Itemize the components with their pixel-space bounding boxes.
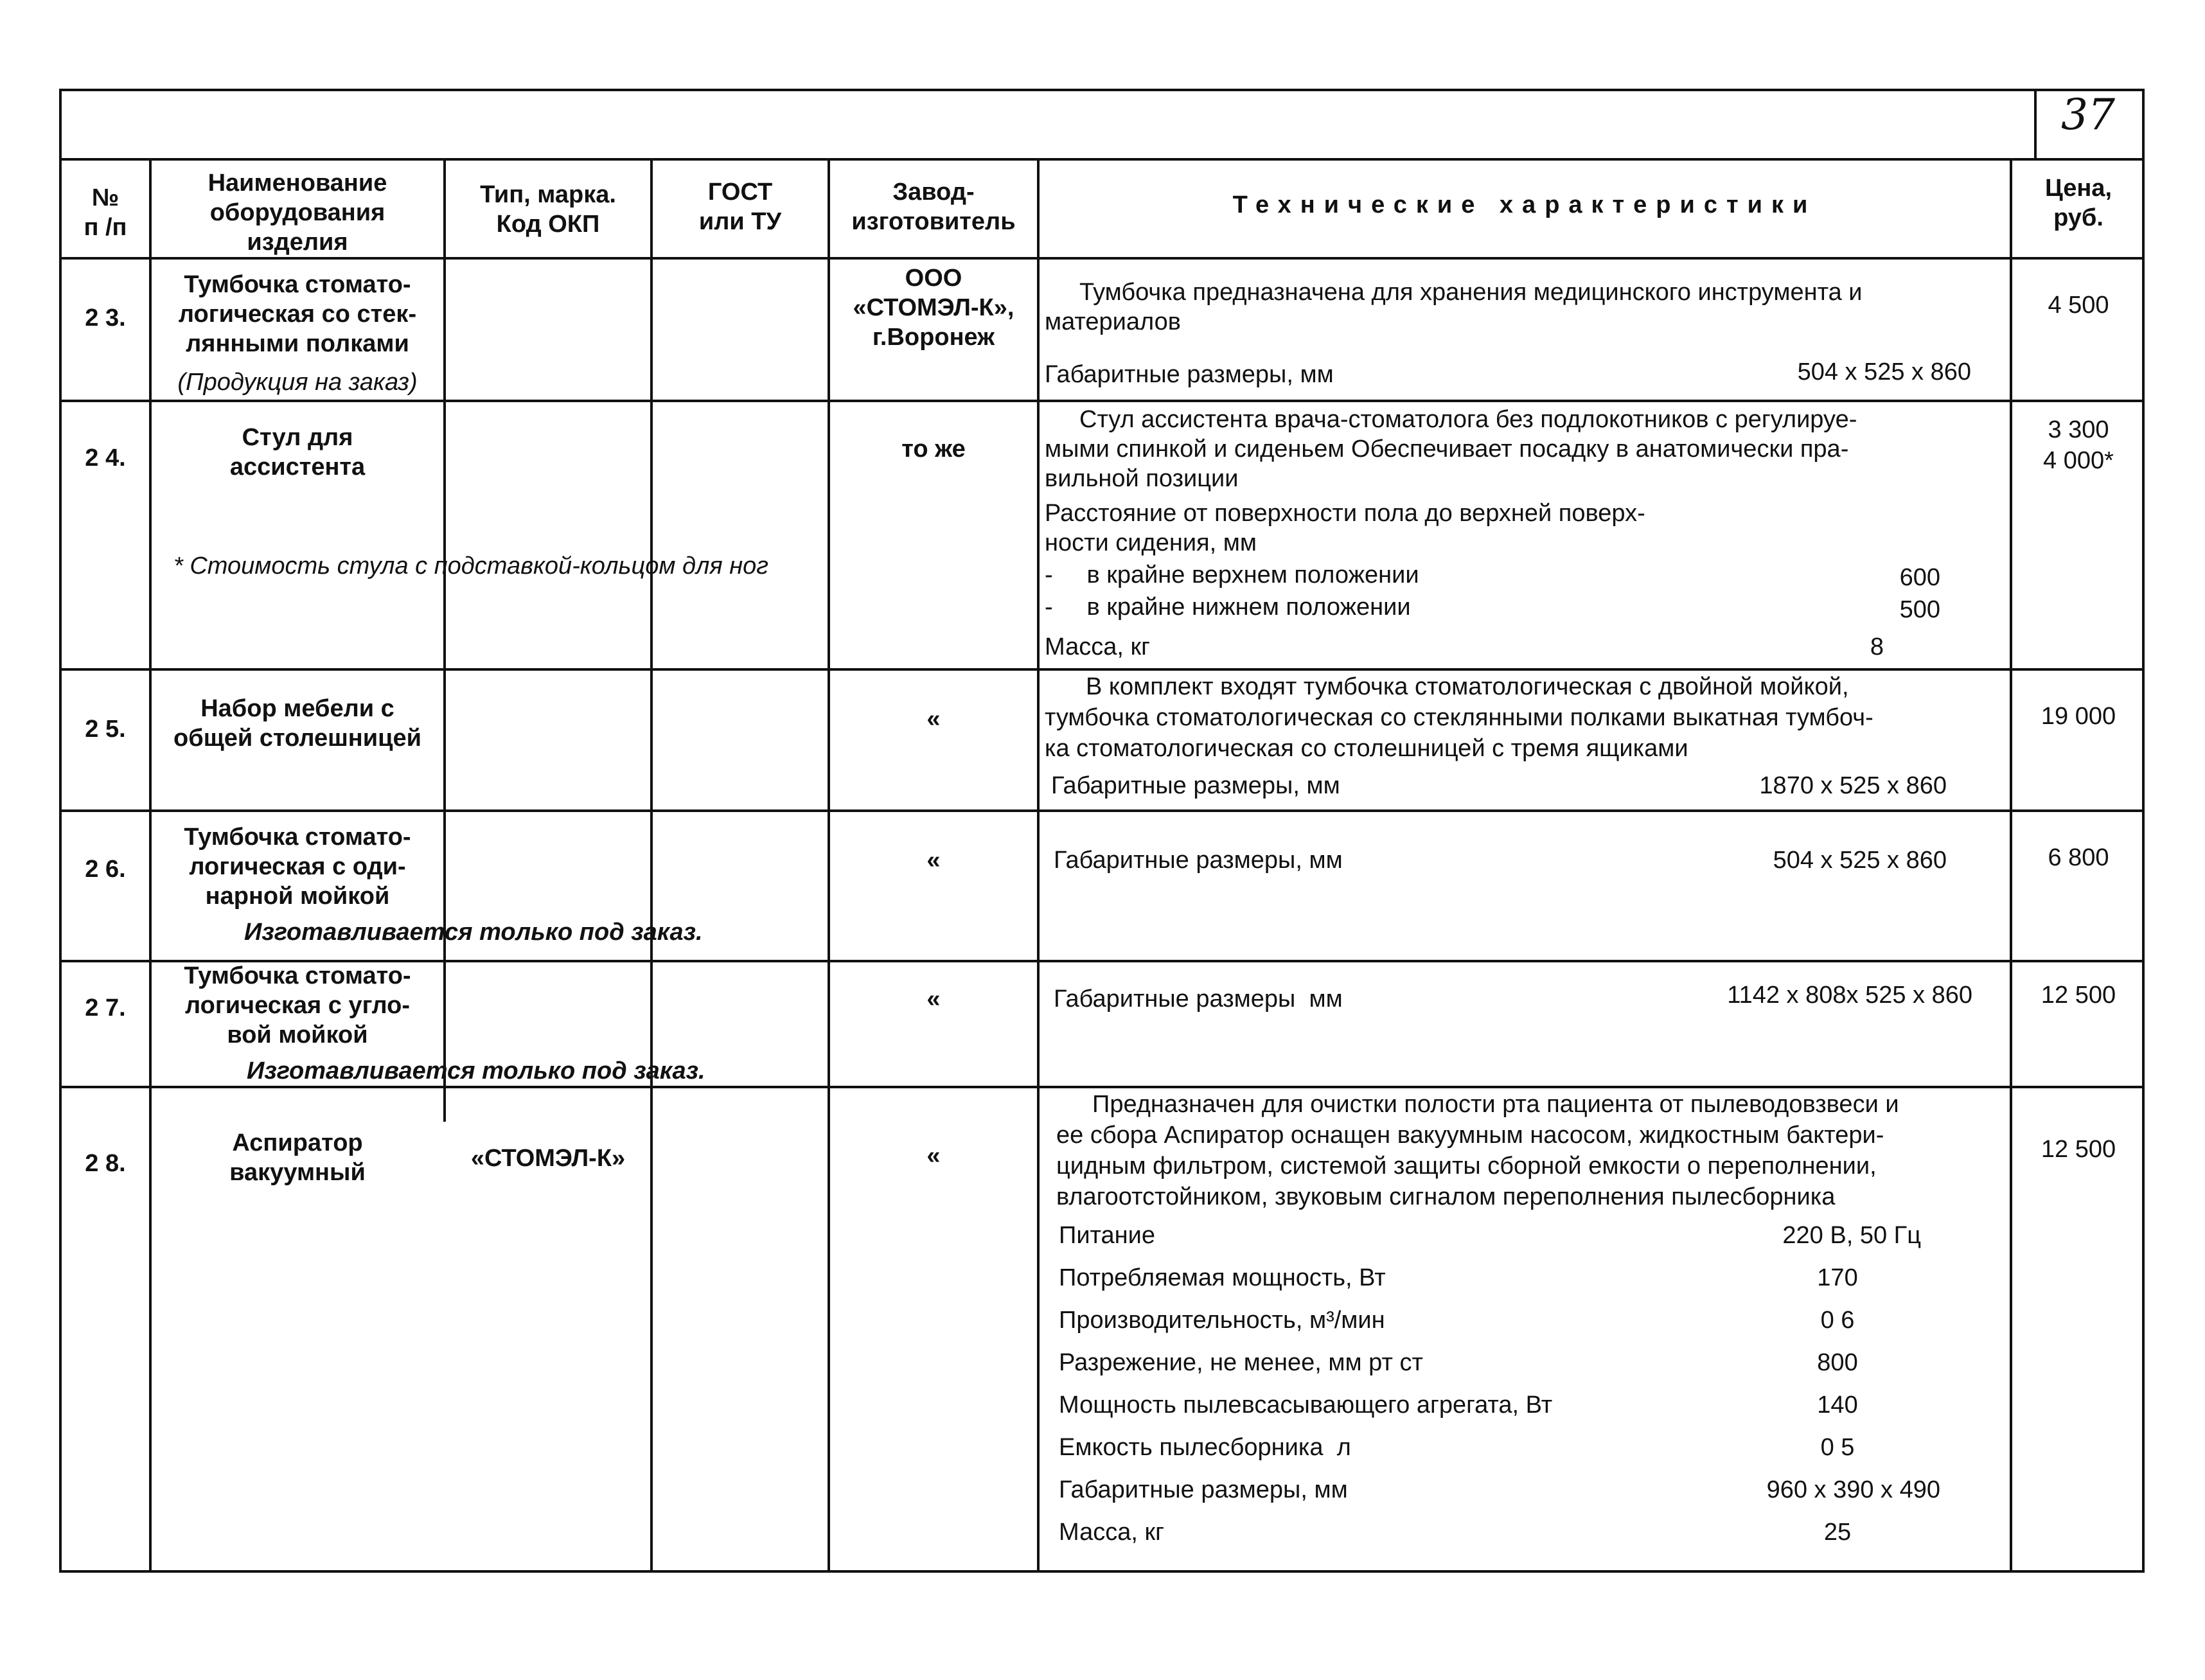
row27-note: Изготавливается только под заказ. xyxy=(247,1057,705,1084)
row26-spec-value: 504 х 525 х 860 xyxy=(1773,847,1947,874)
row-rule-27 xyxy=(59,1086,2145,1088)
row23-price: 4 500 xyxy=(2048,292,2109,319)
row28-spec-8-value: 25 xyxy=(1823,1519,1852,1546)
row28-type: «СТОМЭЛ-К» xyxy=(470,1145,626,1172)
row24-desc-line-2: мыми спинкой и сиденьем Обеспечивает посадку в анатомически пра- xyxy=(1045,436,1849,463)
row28-spec-4-value: 800 xyxy=(1817,1349,1858,1376)
col-divider-maker xyxy=(1037,158,1040,1573)
row25-desc-line-1: В комплект входят тумбочка стоматологическая с двойной мойкой, xyxy=(1086,673,1849,700)
row28-spec-1-label: Питание xyxy=(1059,1222,1155,1249)
row25-desc-line-3: ка стоматологическая со столешницей с тремя ящиками xyxy=(1045,735,1688,762)
row23-desc2: материалов xyxy=(1045,308,1181,335)
row27-no: 2 7. xyxy=(85,995,126,1021)
row28-desc-line-2: ее сбора Аспиратор оснащен вакуумным насосом, жидкостным бактери- xyxy=(1056,1122,1884,1149)
col-divider-type xyxy=(650,158,653,1573)
row27-spec-label: Габаритные размеры мм xyxy=(1054,986,1343,1012)
row28-name: Аспиратор вакуумный xyxy=(229,1129,366,1186)
header-name: Наименование оборудования изделия xyxy=(208,170,387,256)
row28-no: 2 8. xyxy=(85,1150,126,1177)
row26-maker: « xyxy=(926,847,941,874)
row24-maker: то же xyxy=(901,436,966,463)
row28-spec-3-label: Производительность, м³/мин xyxy=(1059,1307,1385,1334)
row24-price: 3 300 xyxy=(2048,416,2109,443)
row28-spec-6-label: Емкость пылесборника л xyxy=(1059,1434,1351,1461)
header-gost: ГОСТ или ТУ xyxy=(698,179,782,235)
row25-price: 19 000 xyxy=(2041,703,2116,730)
row-rule-23 xyxy=(59,400,2145,402)
row26-name: Тумбочка стомато- логическая с оди- нарной мойкой xyxy=(184,824,411,910)
header-maker: Завод- изготовитель xyxy=(851,179,1016,235)
row28-desc-line-4: влагоотстойником, звуковым сигналом переполнения пылесборника xyxy=(1056,1183,1836,1210)
row24-spec-1-label: - в крайне верхнем положении xyxy=(1045,561,1419,588)
header-type: Тип, марка. Код ОКП xyxy=(480,181,616,238)
row23-maker: ООО «СТОМЭЛ-К», г.Воронеж xyxy=(853,265,1014,351)
row28-spec-7-label: Габаритные размеры, мм xyxy=(1059,1476,1348,1503)
row27-name: Тумбочка стомато- логическая с угло- вой мойкой xyxy=(184,962,411,1048)
row24-desc-line-4: Расстояние от поверхности пола до верхней поверх- xyxy=(1045,500,1645,527)
row25-maker: « xyxy=(926,705,941,732)
row28-spec-1-value: 220 В, 50 Гц xyxy=(1782,1222,1921,1249)
page-number-divider xyxy=(2034,89,2037,161)
row23-spec-label: Габаритные размеры, мм xyxy=(1045,361,1334,388)
row24-spec-2-label: - в крайне нижнем положении xyxy=(1045,594,1411,621)
row24-spec-1-value: 600 xyxy=(1899,564,1940,591)
row26-price: 6 800 xyxy=(2048,844,2109,871)
header-tech: Технические характеристики xyxy=(1232,191,1817,218)
row24-spec-2-value: 500 xyxy=(1899,596,1940,623)
row-rule-24 xyxy=(59,668,2145,671)
row28-spec-6-value: 0 5 xyxy=(1820,1434,1855,1461)
row25-spec-label: Габаритные размеры, мм xyxy=(1051,772,1340,799)
row25-name: Набор мебели с общей столешницей xyxy=(173,695,421,752)
row24-footnote: * Стоимость стула с подставкой-кольцом для ног xyxy=(173,553,769,579)
row28-desc-line-1: Предназначен для очистки полости рта пациента от пылеводовзвеси и xyxy=(1092,1091,1899,1118)
row28-spec-7-value: 960 х 390 х 490 xyxy=(1766,1476,1940,1503)
row-rule-25 xyxy=(59,809,2145,812)
row28-desc-line-3: цидным фильтром, системой защиты сборной емкости о переполнении, xyxy=(1056,1153,1877,1180)
row28-spec-3-value: 0 6 xyxy=(1820,1307,1855,1334)
row23-spec-value: 504 х 525 х 860 xyxy=(1797,358,1971,385)
row28-spec-5-value: 140 xyxy=(1817,1392,1858,1419)
row23-no: 2 3. xyxy=(85,305,126,332)
row27-maker: « xyxy=(926,986,941,1012)
row-rule-header xyxy=(59,257,2145,260)
row24-spec-3-label: Масса, кг xyxy=(1045,633,1150,660)
row24-price-2: 4 000* xyxy=(2043,447,2114,474)
row24-desc-line-1: Стул ассистента врача-стоматолога без подлокотников с регулируе- xyxy=(1079,406,1857,433)
row28-spec-5-label: Мощность пылевсасывающего агрегата, Вт xyxy=(1059,1392,1553,1419)
row25-no: 2 5. xyxy=(85,716,126,743)
row25-spec-value: 1870 х 525 х 860 xyxy=(1759,772,1947,799)
row23-note: (Продукция на заказ) xyxy=(177,369,418,396)
row23-desc: Тумбочка предназначена для хранения медицинского инструмента и xyxy=(1079,279,1863,306)
page-number: 37 xyxy=(2061,90,2115,139)
row24-desc-line-3: вильной позиции xyxy=(1045,465,1239,492)
row24-desc-line-5: ности сидения, мм xyxy=(1045,529,1257,556)
row26-no: 2 6. xyxy=(85,856,126,883)
row24-spec-3-value: 8 xyxy=(1870,633,1884,660)
row28-spec-2-value: 170 xyxy=(1817,1264,1858,1291)
row28-spec-4-label: Разрежение, не менее, мм рт ст xyxy=(1059,1349,1423,1376)
row23-name: Тумбочка стомато- логическая со стек- лянными полками xyxy=(178,271,417,357)
row28-spec-8-label: Масса, кг xyxy=(1059,1519,1164,1546)
header-no: № п /п xyxy=(84,184,127,241)
col-divider-name xyxy=(443,158,446,1122)
row24-name: Стул для ассистента xyxy=(229,424,366,481)
row25-desc-line-2: тумбочка стоматологическая со стеклянными полками выкатная тумбоч- xyxy=(1045,704,1873,731)
row26-spec-label: Габаритные размеры, мм xyxy=(1054,847,1343,874)
row26-note: Изготавливается только под заказ. xyxy=(244,919,703,946)
row24-no: 2 4. xyxy=(85,445,126,472)
row28-spec-2-label: Потребляемая мощность, Вт xyxy=(1059,1264,1386,1291)
row28-price: 12 500 xyxy=(2041,1136,2116,1163)
header-top-rule xyxy=(59,158,2145,161)
row28-maker: « xyxy=(926,1142,941,1169)
header-price: Цена, руб. xyxy=(2045,175,2112,231)
row27-price: 12 500 xyxy=(2041,982,2116,1009)
row27-spec-value: 1142 х 808х 525 х 860 xyxy=(1727,982,1972,1009)
